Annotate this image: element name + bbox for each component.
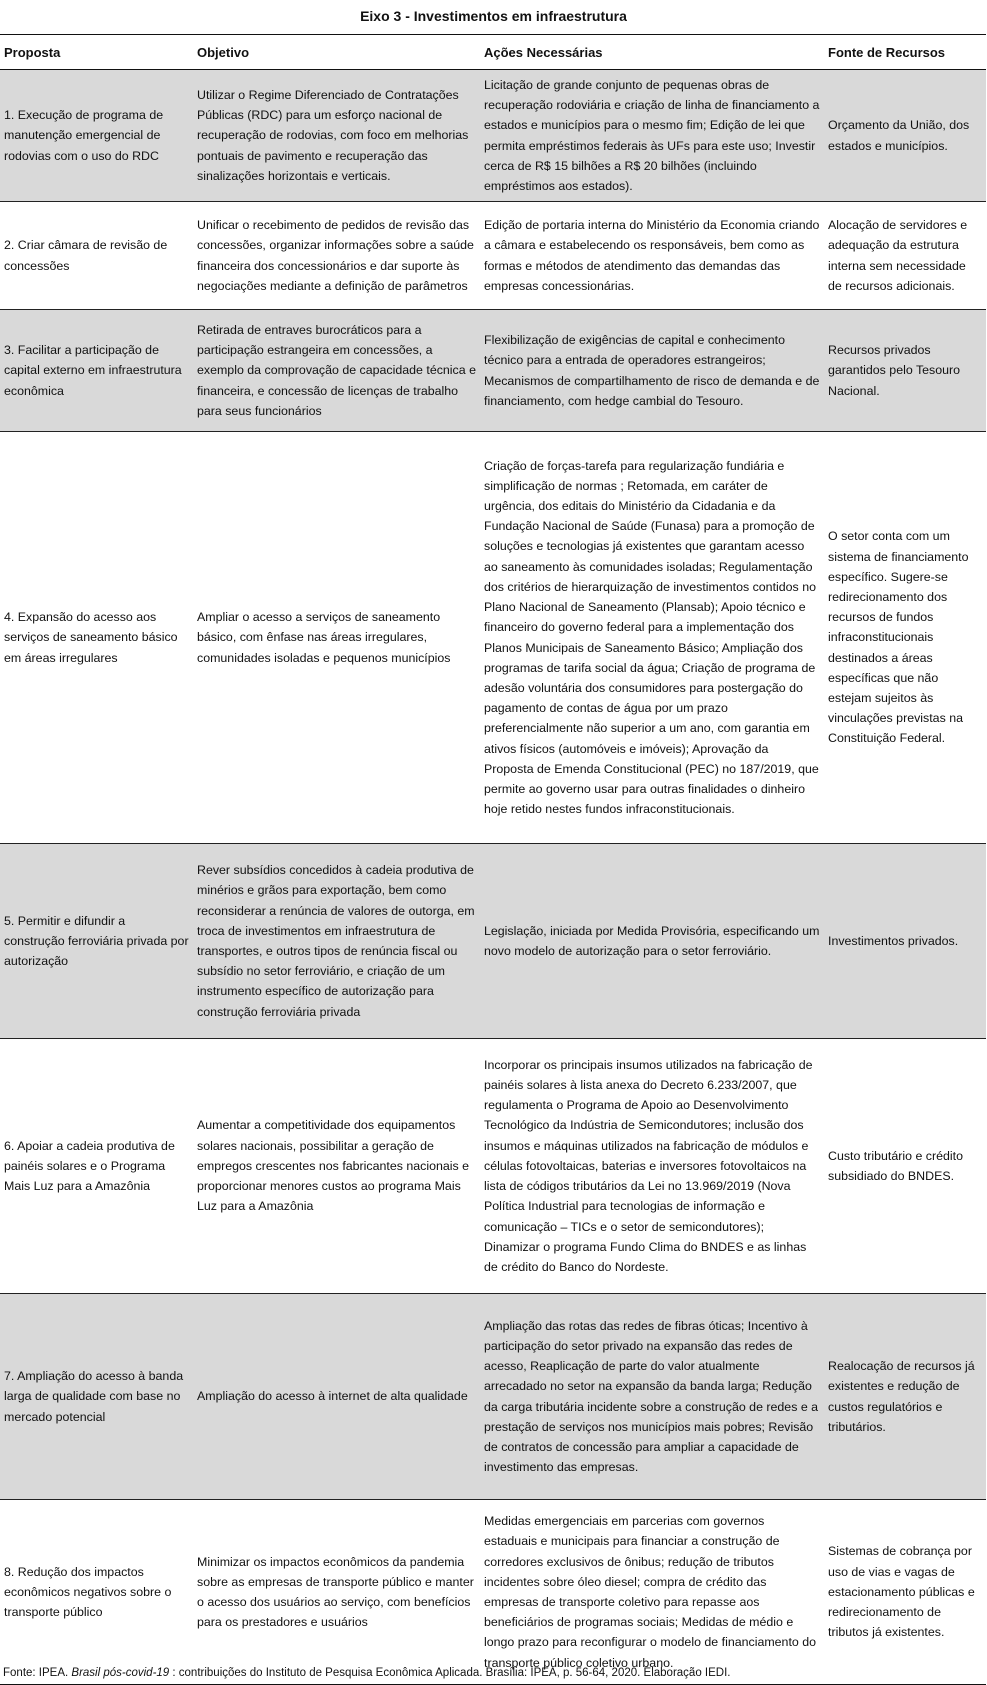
cell-fonte: Investimentos privados. xyxy=(824,844,986,1039)
table-row xyxy=(0,1500,986,1685)
header-proposta: Proposta xyxy=(0,35,193,70)
cell-acoes: Medidas emergenciais em parcerias com governos estaduais e municipais para financiar a construção de corredores exclusivos de ônibus; redução de tributos incidentes sobre óleo diesel; compra de crédito das empresas de transporte coletivo para repasse aos beneficiários de programas sociais; Medidas de médio e longo prazo para reconfigurar o modelo de financiamento do transporte público coletivo urbano. xyxy=(480,1500,824,1685)
cell-acoes: Ampliação das rotas das redes de fibras óticas; Incentivo à participação do setor privado na expansão das redes de acesso, Reaplicação de parte do valor atualmente arrecadado no setor na expansão da banda larga; Redução da carga tributária incidente sobre a construção de redes e a prestação de serviços nos municípios mais pobres; Revisão de contratos de concessão para ampliar a capacidade de investimento das empresas. xyxy=(480,1294,824,1500)
table-row xyxy=(0,844,986,1039)
cell-objetivo: Ampliar o acesso a serviços de saneamento básico, com ênfase nas áreas irregulares, comunidades isoladas e pequenos municípios xyxy=(193,432,480,844)
footnote-suffix: : contribuições do Instituto de Pesquisa Econômica Aplicada. Brasília: IPEA, p. 56-64, 2020. Elaboração IEDI. xyxy=(169,1667,731,1679)
table-title: Eixo 3 - Investimentos em infraestrutura xyxy=(360,8,627,24)
cell-fonte: Orçamento da União, dos estados e municípios. xyxy=(824,70,986,202)
cell-objetivo: Rever subsídios concedidos à cadeia produtiva de minérios e grãos para exportação, bem como reconsiderar a renúncia de valores de outorga, em troca de investimentos em infraestrutura de transportes, e outros tipos de renúncia fiscal ou subsídio no setor ferroviário, e criação de um instrumento específico de autorização para construção ferroviária privada xyxy=(193,844,480,1039)
table-header-row xyxy=(0,35,986,70)
cell-proposta: 6. Apoiar a cadeia produtiva de painéis solares e o Programa Mais Luz para a Amazônia xyxy=(0,1039,193,1294)
source-footnote xyxy=(3,1667,730,1679)
cell-fonte: Recursos privados garantidos pelo Tesouro Nacional. xyxy=(824,310,986,432)
header-fonte: Fonte de Recursos xyxy=(824,35,986,70)
table-row xyxy=(0,70,986,202)
proposals-table xyxy=(0,34,986,1685)
cell-objetivo: Utilizar o Regime Diferenciado de Contratações Públicas (RDC) para um esforço nacional de recuperação de rodovias, com foco em melhorias pontuais de pavimento e recuperação das sinalizações horizontais e verticais. xyxy=(193,70,480,202)
cell-fonte: Realocação de recursos já existentes e redução de custos regulatórios e tributários. xyxy=(824,1294,986,1500)
cell-objetivo: Retirada de entraves burocráticos para a participação estrangeira em concessões, a exemplo da comprovação de capacidade técnica e financeira, e concessão de licenças de trabalho para seus funcionários xyxy=(193,310,480,432)
cell-acoes: Criação de forças-tarefa para regularização fundiária e simplificação de normas ; Retomada, em caráter de urgência, dos editais do Ministério da Cidadania e da Fundação Nacional de Saúde (Funasa) para a promoção de soluções e tecnologias já existentes que garantam acesso ao saneamento às comunidades isoladas; Regulamentação dos critérios de hierarquização de investimentos contidos no Plano Nacional de Saneamento (Plansab); Apoio técnico e financeiro do governo federal para a implementação dos Planos Municipais de Saneamento Básico; Ampliação dos programas de tarifa social da água; Criação de programa de adesão voluntária dos consumidores para postergação do pagamento de contas de água por um prazo preferencialmente não superior a um ano, com garantia em ativos físicos (automóveis e imóveis); Aprovação da Proposta de Emenda Constitucional (PEC) no 187/2019, que permite ao governo usar para outras finalidades o dinheiro hoje retido nestes fundos infraconstitucionais. xyxy=(480,432,824,844)
cell-objetivo: Minimizar os impactos econômicos da pandemia sobre as empresas de transporte público e manter o acesso dos usuários ao serviço, com benefícios para os prestadores e usuários xyxy=(193,1500,480,1685)
cell-proposta: 7. Ampliação do acesso à banda larga de qualidade com base no mercado potencial xyxy=(0,1294,193,1500)
cell-proposta: 8. Redução dos impactos econômicos negativos sobre o transporte público xyxy=(0,1500,193,1685)
cell-proposta: 4. Expansão do acesso aos serviços de saneamento básico em áreas irregulares xyxy=(0,432,193,844)
footnote-prefix: Fonte: IPEA. xyxy=(3,1667,72,1679)
cell-proposta: 3. Facilitar a participação de capital externo em infraestrutura econômica xyxy=(0,310,193,432)
cell-proposta: 2. Criar câmara de revisão de concessões xyxy=(0,202,193,310)
cell-proposta: 1. Execução de programa de manutenção emergencial de rodovias com o uso do RDC xyxy=(0,70,193,202)
cell-fonte: Sistemas de cobrança por uso de vias e vagas de estacionamento públicas e redirecionamento de tributos já existentes. xyxy=(824,1500,986,1685)
cell-acoes: Legislação, iniciada por Medida Provisória, especificando um novo modelo de autorização para o setor ferroviário. xyxy=(480,844,824,1039)
header-acoes: Ações Necessárias xyxy=(480,35,824,70)
cell-acoes: Licitação de grande conjunto de pequenas obras de recuperação rodoviária e criação de linha de financiamento a estados e municípios para o mesmo fim; Edição de lei que permita empréstimos federais às UFs para este uso; Investir cerca de R$ 15 bilhões a R$ 20 bilhões (incluindo empréstimos aos estados). xyxy=(480,70,824,202)
table-row xyxy=(0,1039,986,1294)
table-row xyxy=(0,1294,986,1500)
header-objetivo: Objetivo xyxy=(193,35,480,70)
cell-fonte: Custo tributário e crédito subsidiado do BNDES. xyxy=(824,1039,986,1294)
cell-acoes: Flexibilização de exigências de capital e conhecimento técnico para a entrada de operadores estrangeiros; Mecanismos de compartilhamento de risco de demanda e de financiamento, com hedge cambial do Tesouro. xyxy=(480,310,824,432)
cell-acoes: Edição de portaria interna do Ministério da Economia criando a câmara e estabelecendo os responsáveis, bem como as formas e métodos de atendimento das demandas das empresas concessionárias. xyxy=(480,202,824,310)
table-row xyxy=(0,202,986,310)
cell-fonte: O setor conta com um sistema de financiamento específico. Sugere-se redirecionamento dos recursos de fundos infraconstitucionais destinados a áreas específicas que não estejam sujeitos às vinculações previstas na Constituição Federal. xyxy=(824,432,986,844)
cell-proposta: 5. Permitir e difundir a construção ferroviária privada por autorização xyxy=(0,844,193,1039)
cell-objetivo: Ampliação do acesso à internet de alta qualidade xyxy=(193,1294,480,1500)
cell-fonte: Alocação de servidores e adequação da estrutura interna sem necessidade de recursos adicionais. xyxy=(824,202,986,310)
table-row xyxy=(0,310,986,432)
cell-objetivo: Unificar o recebimento de pedidos de revisão das concessões, organizar informações sobre a saúde financeira dos concessionários e dar suporte às negociações mediante a definição de parâmetros xyxy=(193,202,480,310)
table-row xyxy=(0,432,986,844)
cell-objetivo: Aumentar a competitividade dos equipamentos solares nacionais, possibilitar a geração de empregos crescentes nos fabricantes nacionais e proporcionar menores custos ao programa Mais Luz para a Amazônia xyxy=(193,1039,480,1294)
footnote-publication-title: Brasil pós-covid-19 xyxy=(71,1667,170,1679)
cell-acoes: Incorporar os principais insumos utilizados na fabricação de painéis solares à lista anexa do Decreto 6.233/2007, que regulamenta o Programa de Apoio ao Desenvolvimento Tecnológico da Indústria de Semicondutores; inclusão dos insumos e máquinas utilizados na fabricação de módulos e células fotovoltaicas, baterias e inversores fotovoltaicos na lista de códigos tributários da Lei no 13.969/2019 (Nova Política Industrial para tecnologias de informação e comunicação – TICs e o setor de semicondutores); Dinamizar o programa Fundo Clima do BNDES e as linhas de crédito do Banco do Nordeste. xyxy=(480,1039,824,1294)
